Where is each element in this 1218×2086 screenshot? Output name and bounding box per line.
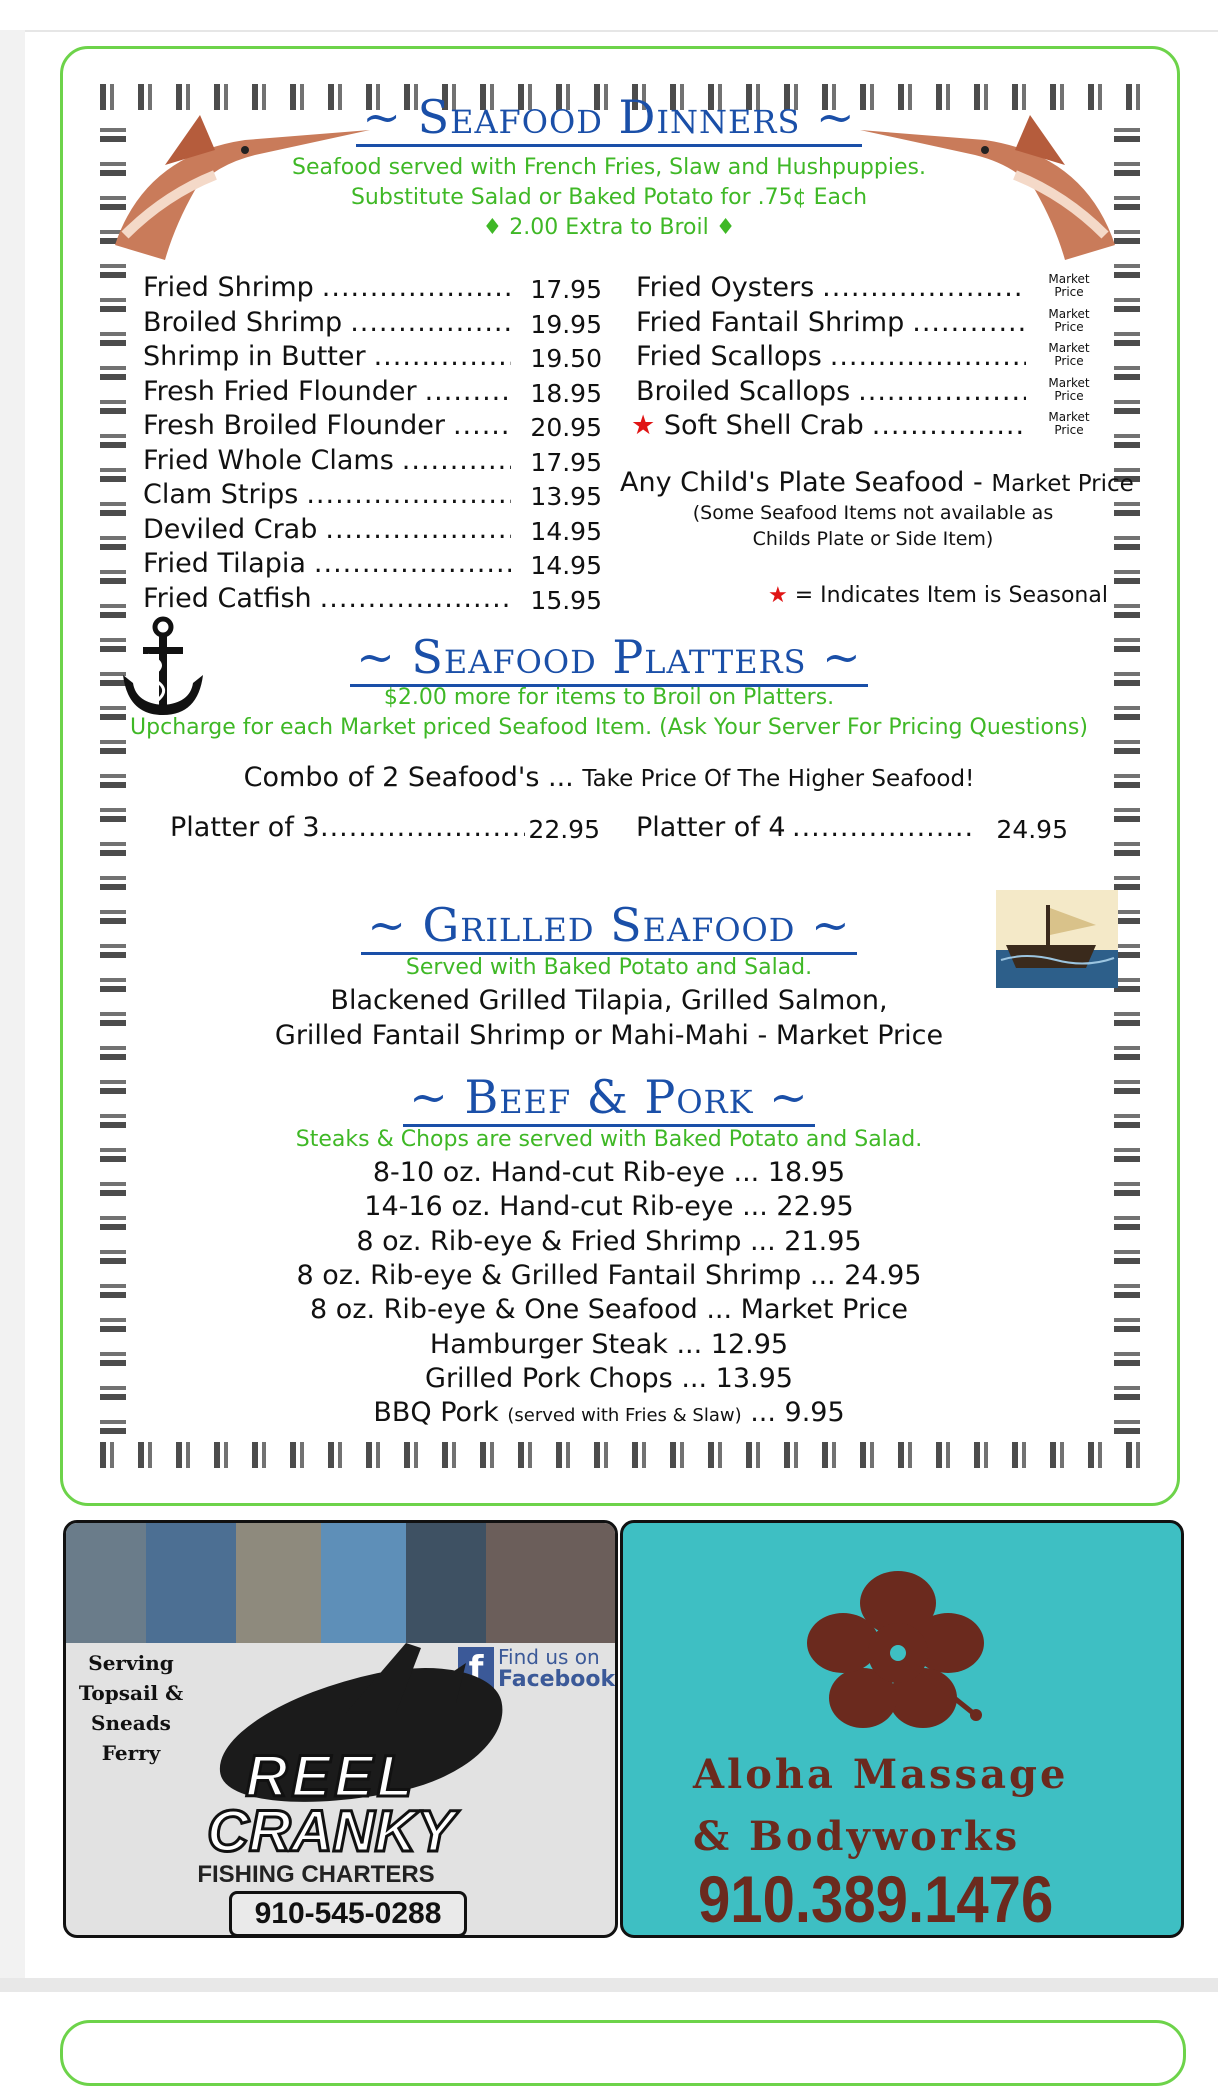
dinner-item-price: 17.95 [530,447,602,477]
dinner-item [143,548,513,579]
serving-line-2: Topsail & [78,1681,184,1705]
dinner-item-name: Fried Catfish [143,582,312,614]
beef-pork-item: Hamburger Steak ... 12.95 [429,1328,789,1360]
dinner-item-price: 14.95 [530,551,602,580]
dinner-item-leader [425,376,511,407]
platter-4-row [636,812,976,843]
fishing-charters-text: FISHING CHARTERS [197,1861,435,1888]
platter-4-leader [792,812,977,843]
cranky-logo-text: CRANKY [206,1799,456,1864]
grilled-seafood-title-text: ~ Grilled Seafood ~ [361,898,856,955]
bbq-pork-line [0,1397,1218,1428]
dinner-item-leader [314,548,511,579]
seasonal-note [768,583,1108,608]
dinners-subtitle-1: Seafood served with French Fries, Slaw and Hushpuppies. [292,155,926,180]
grilled-seafood-title [0,898,1218,952]
platter-3-price: 22.95 [528,815,600,844]
dinner-item-leader [374,341,511,372]
dinner-item-name: Fried Oysters [636,272,815,303]
beef-pork-item: 8 oz. Rib-eye & Grilled Fantail Shrimp ... 24.95 [296,1259,922,1291]
combo-line [0,762,1218,793]
photo-6 [486,1523,618,1643]
seasonal-star-icon: ★ [631,410,656,441]
child-note-1: (Some Seafood Items not available as [692,502,1054,524]
aloha-phone[interactable]: 910.389.1476 [698,1862,1054,1936]
seasonal-note-text: = Indicates Item is Seasonal [794,583,1108,608]
next-page-frame [60,2020,1186,2086]
dinner-item-leader [350,307,511,338]
dinner-item-leader [872,410,1026,441]
dinner-item-price: 19.95 [530,309,602,339]
beef-pork-item: Grilled Pork Chops ... 13.95 [425,1362,793,1394]
beef-pork-item: 8-10 oz. Hand-cut Rib-eye ... 18.95 [372,1157,846,1188]
photo-4 [321,1523,408,1643]
platters-note-1: $2.00 more for items to Broil on Platters. [383,685,835,710]
photo-5 [406,1523,488,1643]
dinner-item [636,341,1026,372]
grilled-note: Served with Baked Potato and Salad. [405,955,813,980]
bbq-small: (served with Fries & Slaw) [507,1405,742,1426]
platter-3-leader [320,812,525,843]
seafood-platters-title-text: ~ Seafood Platters ~ [350,630,867,687]
facebook-line-2: Facebook [498,1667,616,1692]
dinner-item-leader [402,445,511,476]
photo-1 [66,1523,148,1643]
facebook-icon: f [458,1647,494,1689]
platter-3-name: Platter of 3 [170,812,320,843]
dinner-item [143,514,513,545]
seafood-platters-title [0,630,1218,684]
dinner-item [636,307,1026,338]
dinner-item [631,410,1021,441]
serving-line-1: Serving [88,1651,174,1675]
dinner-item-leader [325,514,511,545]
dinner-item-leader [320,583,511,614]
dinner-item-name: Fresh Fried Flounder [143,375,417,407]
facebook-line-1: Find us on [498,1645,600,1669]
dinner-item-name: Fried Fantail Shrimp [636,306,905,338]
platter-3-row [170,812,530,843]
grilled-line-1: Blackened Grilled Tilapia, Grilled Salmon, [330,985,888,1016]
page-divider [0,1978,1218,1992]
dinner-item-name: Deviled Crab [143,513,318,545]
dinner-item-price: 14.95 [530,516,602,546]
dinner-item [143,445,513,476]
dinner-item-name: Fried Shrimp [143,272,314,303]
dinners-subtitle-3: ♦ 2.00 Extra to Broil ♦ [482,215,736,240]
hibiscus-flower-icon [798,1563,998,1743]
dinner-item-price: Market Price [1048,272,1090,299]
serving-line-3: Sneads Ferry [91,1711,171,1765]
reel-logo-text: REEL [245,1744,417,1809]
aloha-line-1: Aloha Massage [693,1751,1069,1798]
combo-small: Take Price Of The Higher Seafood! [582,766,975,792]
dinner-item-name: Fried Scallops [636,341,822,372]
dinner-item-price: Market Price [1048,341,1090,368]
grilled-line-2: Grilled Fantail Shrimp or Mahi-Mahi - Market Price [274,1020,944,1051]
dinner-item-price: 20.95 [530,413,602,442]
platter-4-price: 24.95 [996,815,1068,844]
dinner-item-leader [453,410,511,441]
dinner-item [143,583,513,614]
dinner-item-name: Broiled Shrimp [143,306,343,338]
dinner-item [143,307,513,338]
dinner-item-leader [858,376,1026,407]
dinner-item-price: 15.95 [530,585,602,615]
dinner-item-leader [822,272,1026,303]
dinner-item-name: Clam Strips [143,479,299,510]
top-bar [0,0,1218,32]
bbq-price: ... 9.95 [741,1397,845,1428]
dinner-item-name: Shrimp in Butter [143,341,366,372]
dinner-item [143,376,513,407]
dinner-item-leader [830,341,1026,372]
photo-2 [146,1523,238,1643]
ad-aloha-massage[interactable] [620,1520,1184,1938]
dinner-item-name: Fried Tilapia [143,548,306,579]
bbq-name: BBQ Pork [373,1397,508,1428]
dinner-item-price: Market Price [1048,410,1090,437]
dinner-item-price: Market Price [1048,306,1090,334]
dinner-item-leader [306,479,511,510]
child-plate-line [620,467,1134,498]
seafood-dinners-title [0,90,1218,144]
dinner-item-price: 17.95 [530,275,602,304]
child-plate-price: Market Price [991,471,1134,497]
dinner-item [636,272,1026,303]
ad-reel-cranky[interactable] [63,1520,618,1938]
tuna-fin-icon [346,1643,476,1713]
dinner-item-leader [912,307,1026,338]
photo-3 [236,1523,323,1643]
dinner-item [143,272,513,303]
dinners-subtitle-2: Substitute Salad or Baked Potato for .75¢ Each [350,185,868,210]
beef-pork-item: 8 oz. Rib-eye & Fried Shrimp ... 21.95 [356,1225,862,1257]
dinner-item-price: 19.50 [530,344,602,373]
platters-note-2: Upcharge for each Market priced Seafood Item. (Ask Your Server For Pricing Questions) [130,715,1088,740]
beef-note: Steaks & Chops are served with Baked Potato and Salad. [295,1127,923,1152]
dinner-item-price: 18.95 [530,378,602,408]
dinner-item [143,341,513,372]
dinner-item-leader [322,272,511,303]
beef-pork-title [0,1070,1218,1124]
dinner-item-price: 13.95 [530,482,602,511]
beef-pork-title-text: ~ Beef & Pork ~ [403,1070,814,1127]
beef-pork-item: 14-16 oz. Hand-cut Rib-eye ... 22.95 [364,1191,854,1223]
seafood-dinners-title-text: ~ Seafood Dinners ~ [356,90,861,147]
combo-label: Combo of 2 Seafood's ... [243,762,583,793]
dinner-item-name: Fried Whole Clams [143,444,394,476]
child-note-2: Childs Plate or Side Item) [752,528,994,550]
dinner-item [636,376,1026,407]
dinner-item [143,479,513,510]
beef-pork-item: 8 oz. Rib-eye & One Seafood ... Market Price [310,1294,908,1326]
seasonal-star-icon: ★ [768,583,788,608]
dinner-item-name: Broiled Scallops [636,375,851,407]
platter-4-name: Platter of 4 [636,812,786,843]
dinner-item-name: Soft Shell Crab [663,410,864,441]
child-plate-label: Any Child's Plate Seafood - [620,467,992,498]
dinner-item-price: Market Price [1048,375,1090,403]
reel-cranky-phone[interactable]: 910-545-0288 [229,1891,467,1937]
aloha-line-2: & Bodyworks [693,1813,1021,1860]
dinner-item [143,410,513,441]
dinner-item-name: Fresh Broiled Flounder [143,410,445,441]
